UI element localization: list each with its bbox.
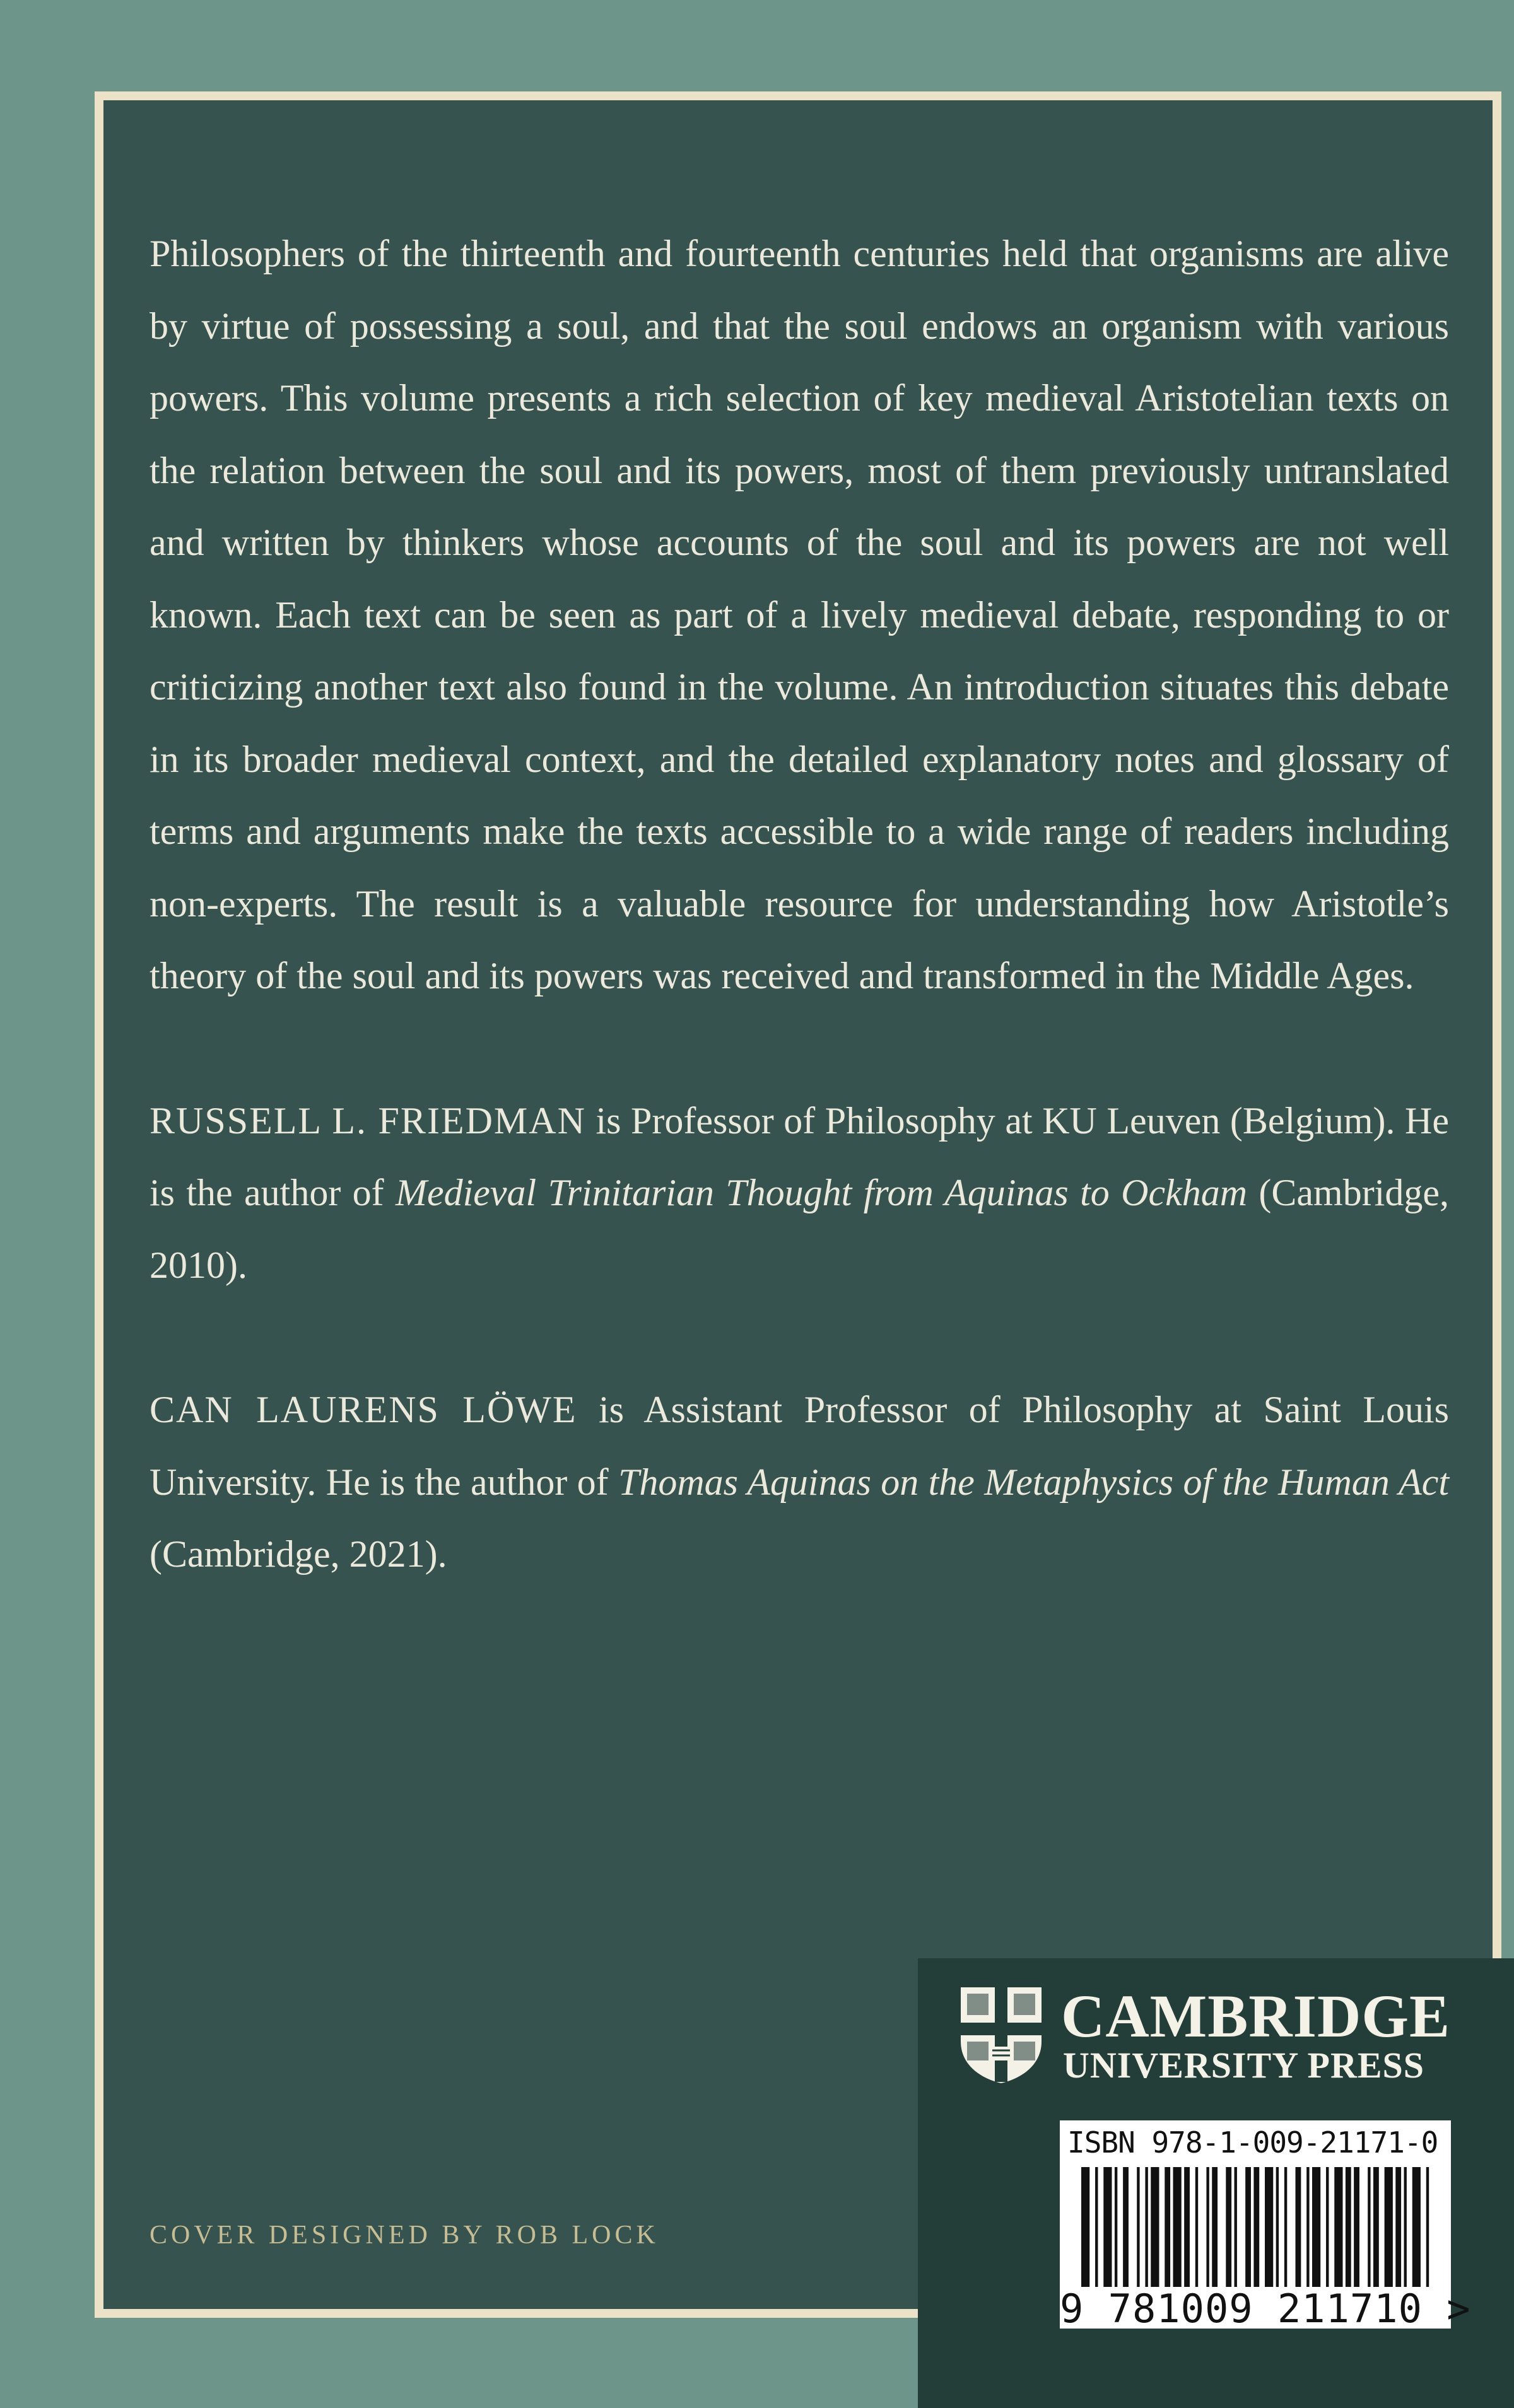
author-book-title: Thomas Aquinas on the Metaphysics of the Human Act <box>618 1461 1449 1503</box>
publisher-subtitle: UNIVERSITY PRESS <box>1063 2045 1425 2086</box>
author-bio-text-end: (Cambridge, 2021). <box>150 1533 447 1575</box>
barcode-box <box>1060 2120 1471 2332</box>
barcode-bar <box>1412 2167 1421 2287</box>
barcode-bar <box>1151 2167 1159 2287</box>
barcode-bar <box>1195 2167 1198 2287</box>
barcode-bar <box>1312 2167 1320 2287</box>
author-name: CAN LAURENS LÖWE <box>150 1389 577 1430</box>
barcode-bar <box>1265 2167 1273 2287</box>
barcode-bar <box>1103 2167 1112 2287</box>
author-name: RUSSELL L. FRIEDMAN <box>150 1099 586 1142</box>
barcode-bar <box>1145 2167 1147 2287</box>
barcode-bar <box>1212 2167 1218 2287</box>
barcode-bar <box>1081 2167 1089 2287</box>
barcode-bar <box>1115 2167 1117 2287</box>
barcode-bar <box>1206 2167 1209 2287</box>
cover-designer-credit: COVER DESIGNED BY ROB LOCK <box>150 2221 659 2250</box>
barcode-bar <box>1276 2167 1279 2287</box>
barcode-bar <box>1404 2167 1407 2287</box>
isbn-label: ISBN 978-1-009-21171-0 <box>1067 2125 1438 2160</box>
barcode-bar <box>1426 2167 1429 2287</box>
barcode-digits: 9 781009 211710 > <box>1060 2286 1471 2332</box>
barcode-bar <box>1095 2167 1098 2287</box>
barcode-bar <box>1385 2167 1393 2287</box>
barcode-bar <box>1165 2167 1170 2287</box>
barcode-bar <box>1346 2167 1351 2287</box>
author-book-title: Medieval Trinitarian Thought from Aquinas to Ockham <box>395 1172 1248 1213</box>
barcode-bar <box>1173 2167 1182 2287</box>
author-bio-friedman <box>150 1085 1449 1302</box>
barcode-bar <box>1368 2167 1370 2287</box>
barcode-bar <box>1235 2167 1237 2287</box>
author-bio-text: is Professor of Philosophy at KU Leuven (Belgium). He is the author of <box>150 1099 1449 1213</box>
barcode-bar <box>1395 2167 1401 2287</box>
cambridge-crest-icon <box>957 1984 1045 2086</box>
author-bio-lowe <box>150 1374 1449 1591</box>
book-blurb: Philosophers of the thirteenth and fourteenth centuries held that organisms are alive by virtue of possessing a soul, and that the soul endows an organism with various powers. This volume presents a rich selection of key medieval Aristotelian texts on the relation between the soul and its powers, most of them previously untranslated and written by thinkers whose accounts of the soul and its powers are not well known. Each text can be seen as part of a lively medieval debate, responding to or criticizing another text also found in the volume. An introduction situates this debate in its broader medieval context, and the detailed explanatory notes and glossary of terms and arguments make the texts accessible to a wide range of readers including non-experts. The result is a valuable resource for understanding how Aristotle’s theory of the soul and its powers was received and transformed in the Middle Ages. <box>150 233 1449 997</box>
barcode-bar <box>1306 2167 1309 2287</box>
barcode <box>1081 2167 1435 2287</box>
barcode-bar <box>1245 2167 1251 2287</box>
author-bio-text-end: (Cambridge, 2010). <box>150 1172 1449 1286</box>
barcode-bar <box>1184 2167 1190 2287</box>
barcode-bar <box>1284 2167 1287 2287</box>
barcode-bar <box>1354 2167 1359 2287</box>
barcode-bar <box>1226 2167 1231 2287</box>
barcode-bar <box>1296 2167 1301 2287</box>
barcode-bar <box>1137 2167 1139 2287</box>
barcode-bar <box>1334 2167 1342 2287</box>
back-cover-text <box>150 218 1449 1591</box>
barcode-bar <box>1373 2167 1379 2287</box>
barcode-bar <box>1253 2167 1259 2287</box>
author-bio-text: is Assistant Professor of Philosophy at Saint Louis University. He is the author of <box>150 1389 1450 1503</box>
barcode-bar <box>1123 2167 1129 2287</box>
barcode-bar <box>1326 2167 1329 2287</box>
publisher-name: CAMBRIDGE <box>1061 1982 1451 2050</box>
